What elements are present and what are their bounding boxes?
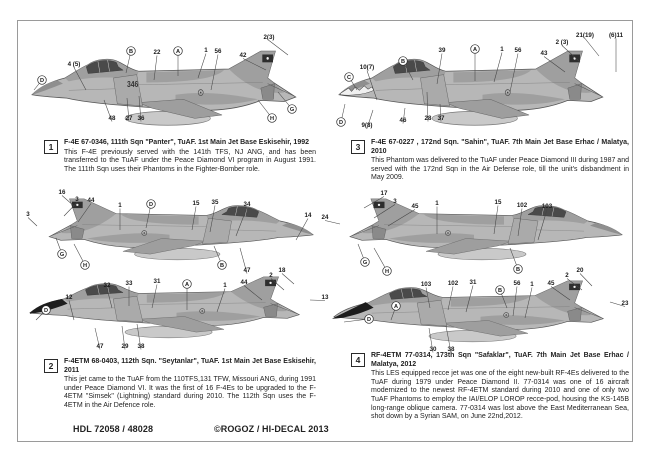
aircraft-profile-1 [28,28,323,136]
aircraft-profile-2 [26,262,331,357]
callout-label: 22 [153,49,161,56]
callout-label: 56 [214,48,222,55]
profile-title-1: F-4E 67-0346, 111th Sqn "Panter", TuAF. 1st Main Jet Base Eskisehir, 1992 [64,139,310,146]
fuselage-roundel-center [507,92,509,94]
callout-label: 31 [469,279,477,286]
jet-drawing [350,199,622,260]
callout-label: 2 [565,272,569,279]
callout-label: 15 [192,200,200,207]
jet-drawing [30,277,299,338]
callout-label: 43 [540,50,548,57]
callout-label: 29 [121,343,129,350]
callout-label: 9(8) [361,122,373,129]
callout-label: 45 [411,203,419,210]
copyright-text: ©ROGOZ / HI-DECAL 2013 [214,424,329,434]
profile-title-4: RF-4ETM 77-0314, 173th Sqn "Safaklar", TuAF. 7th Main Jet Base Erhac / Malatya, 2012 [371,352,629,368]
catalog-number: HDL 72058 / 48028 [73,424,154,434]
callout-label: 18 [278,267,286,274]
callout-label: 4 (5) [67,61,81,68]
callout-label: B [128,49,134,56]
callout-label: 15 [494,199,502,206]
callout-label: 27 [125,115,133,122]
callout-label: 13 [321,294,329,301]
callout-label: D [43,308,49,315]
callout-label: G [289,107,295,114]
profile-note-4 [351,352,629,422]
callout-label: 38 [137,343,145,350]
callout-label: B [219,263,225,270]
callout-label: H [269,116,275,123]
profile-number-3: 3 [351,140,365,154]
callout-label: 30 [429,346,437,353]
callout-label: B [515,267,521,274]
fin-flash-star [573,286,575,288]
nose-code: 346 [127,79,139,90]
callout-label: H [82,263,88,270]
callout-label: 1 [530,281,534,288]
callout-label: 35 [211,199,219,206]
callout-label: B [400,59,406,66]
callout-label: G [362,260,368,267]
callout-label: 32 [103,282,111,289]
callout-label: 3 [393,198,397,205]
callout-label: 28 [424,115,432,122]
fuselage-roundel-center [144,232,146,233]
callout-label: 16 [58,189,66,196]
callout-label: D [148,202,154,209]
callout-label: D [366,317,372,324]
callout-label: A [184,282,190,289]
callout-label: 17 [380,190,388,197]
callout-line [580,274,592,287]
callout-label: 47 [243,267,251,274]
callout-label: 2(3) [263,34,275,41]
callout-label: 39 [438,47,446,54]
callout-label: 56 [514,47,522,54]
callout-label: 44 [240,279,248,286]
fuselage-roundel-center [200,92,202,94]
callout-label: 45 [547,280,555,287]
callout-label: 102 [516,202,528,209]
callout-label: 12 [65,294,73,301]
callout-label: 1 [435,200,439,207]
profile-number-4: 4 [351,353,365,367]
aircraft-profile-4 [330,262,640,357]
callout-label: A [472,47,478,54]
callout-label: 1 [118,202,122,209]
jet-drawing [332,281,603,342]
jet-drawing [49,199,313,260]
callout-label: 36 [137,115,145,122]
callout-line [325,221,340,225]
callout-label: 21(19) [576,32,594,39]
callout-line [28,218,37,227]
fin-flash-star [378,204,380,206]
fuselage-roundel-center [201,310,203,311]
callout-label: 2 (3) [555,39,569,46]
profile-note-1 [44,139,316,174]
callout-label: 31 [153,278,161,285]
callout-label: A [175,49,181,56]
callout-label: 3 [26,211,30,218]
callout-label: 37 [437,115,445,122]
fin-flash-star [266,57,268,60]
fuselage-roundel-center [505,314,507,315]
callout-label: 33 [125,280,133,287]
callout-label: H [384,269,390,276]
fuselage-roundel-center [447,232,449,233]
callout-label: 102 [447,280,459,287]
callout-label: 23 [621,300,629,307]
callout-label: 46 [399,117,407,124]
profile-number-1: 1 [44,140,58,154]
callout-label: 14 [304,212,312,219]
callout-label: 2 [269,272,273,279]
callout-label: 34 [243,201,251,208]
callout-label: 38 [447,346,455,353]
jet-drawing [339,51,603,125]
callout-label: (6)11 [608,32,624,39]
callout-line [282,274,294,285]
callout-label: D [39,78,45,85]
profile-body-2: This jet came to the TuAF from the 110TFS,131 TFW, Missouri ANG, during 1991 under Peace Diamond VI. It was the first of 16 F-4Es to be upgraded to the F-4ETM "Simsek" (Lightning) standard during 2010. The 112th Sqn uses the F-4ETM in the Air Defence role. [64,376,316,409]
callout-label: 44 [87,197,95,204]
callout-label: G [59,252,65,259]
callout-label: 42 [239,52,247,59]
profile-body-1: This F-4E previously served with the 141th TFS, NJ ANG, and has been transferred to the TuAF under the Peace Diamond VI program in August 1991. The 111th Sqn uses their Phantoms in the Fighter-Bomber role. [64,148,316,173]
callout-label: 56 [513,280,521,287]
callout-label: B [497,288,503,295]
aircraft-profile-3 [333,26,633,138]
profile-note-3 [351,139,629,183]
callout-label: A [393,304,399,311]
profile-body-4: This LES equipped recce jet was one of the eight new-built RF-4Es delivered to the TuAF during 1979 under Peace Diamond II. 77-0314 was one of 16 aircraft modernized to the newest RF-4ETM standard during 2010 and one of only two TuAF Phantoms to employ the IAI/ELOP LOROP recce-pod, housing the KS-145B long-range oblique camera. 77-0314 was lost above the East Mediterranean Sea, shot down by a Syrian SAM, on June 22nd,2012. [371,370,629,421]
callout-label: D [338,120,344,127]
profile-number-2: 2 [44,359,58,373]
callout-label: 20 [576,267,584,274]
profile-title-3: F-4E 67-0227 , 172nd Sqn. "Sahin", TuAF. 7th Main Jet Base Erhac / Malatya, 2010 [371,139,629,155]
callout-label: 48 [108,115,116,122]
fin-flash-star [269,282,271,284]
callout-label: 1 [223,282,227,289]
fin-flash-star [76,204,78,206]
callout-label: C [346,75,352,82]
callout-line [585,39,599,57]
callout-label: 10(7) [359,64,375,71]
profile-title-2: F-4ETM 68-0403, 112th Sqn. "Seytanlar", TuAF. 1st Main Jet Base Eskisehir, 2011 [64,358,316,374]
callout-label: 103 [541,203,553,210]
profile-body-3: This Phantom was delivered to the TuAF under Peace Diamond III during 1987 and served with the 172nd Sqn in the Air Defense role, till the unit's disbandment in May 2009. [371,157,629,182]
callout-label: 24 [321,214,329,221]
callout-label: 1 [500,46,504,53]
callout-label: 1 [204,47,208,54]
callout-label: 3 [75,196,79,203]
profile-note-2 [44,358,316,411]
callout-label: 47 [96,343,104,350]
callout-label: 103 [420,281,432,288]
